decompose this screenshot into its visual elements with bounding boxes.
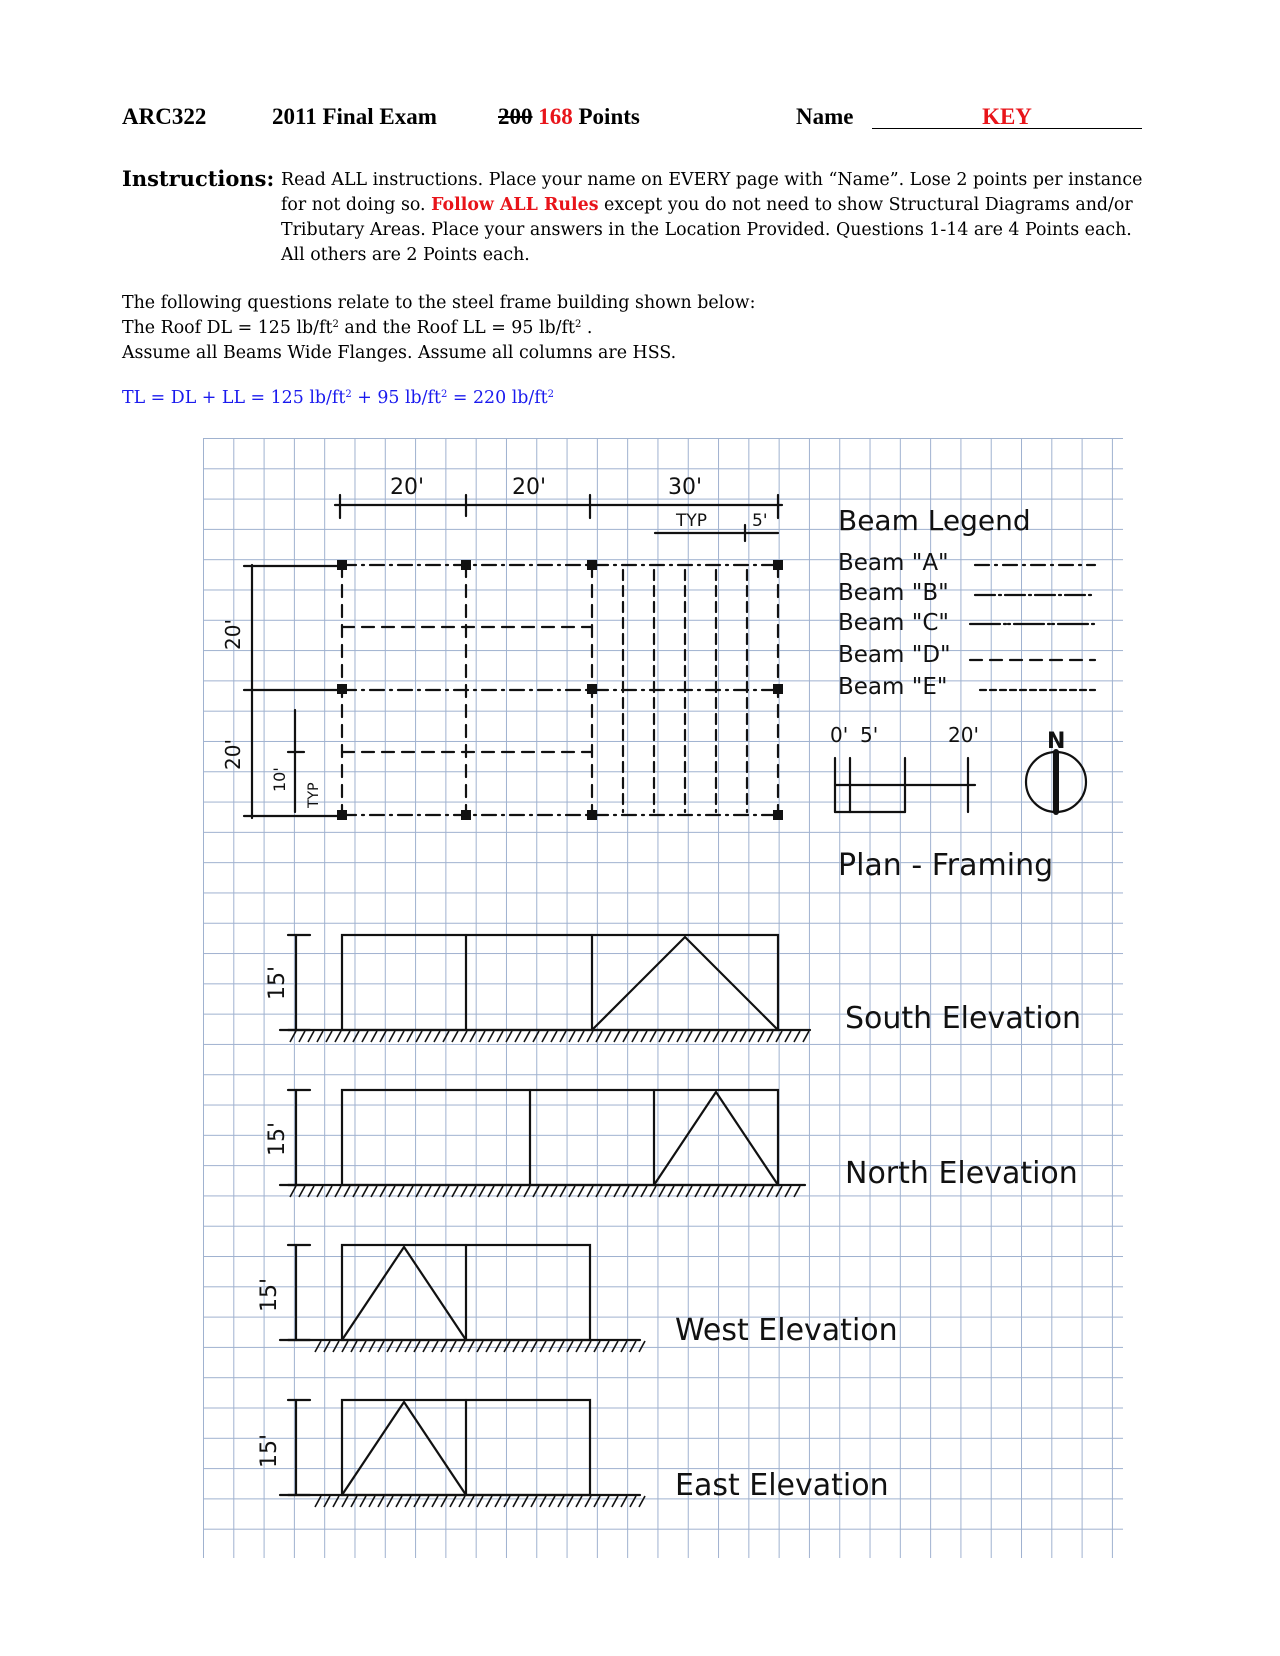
ground-hatch: [405, 1496, 411, 1507]
ground-hatch: [396, 1496, 402, 1507]
ground-hatch: [425, 1186, 431, 1197]
ground-hatch: [407, 1186, 413, 1197]
ground-hatch: [632, 1186, 638, 1197]
ground-hatch: [470, 1186, 476, 1197]
ground-hatch: [621, 1341, 627, 1352]
legend-beam-d: Beam "D": [838, 642, 951, 668]
ground-hatch: [369, 1496, 375, 1507]
ground-hatch: [344, 1031, 350, 1042]
dim-20-b: 20': [512, 475, 547, 500]
ground-hatch: [315, 1496, 321, 1507]
points-new: 168: [538, 104, 573, 129]
ground-hatch: [585, 1341, 591, 1352]
ground-hatch: [326, 1186, 332, 1197]
ground-hatch: [486, 1341, 492, 1352]
ground-hatch: [290, 1031, 296, 1042]
ground-hatch: [639, 1496, 645, 1507]
ground-hatch: [461, 1031, 467, 1042]
ground-hatch: [632, 1031, 638, 1042]
ground-hatch: [504, 1341, 510, 1352]
ground-hatch: [569, 1186, 575, 1197]
ground-hatch: [567, 1496, 573, 1507]
ground-hatch: [362, 1186, 368, 1197]
instructions-part-2: except you do not need to show Structural Diagrams and/or Tributary Areas. Place your answers in the Location Provided. Questions 1-14 are 4 Points each. All others are 2 Points each.: [281, 195, 1133, 265]
ground-hatch: [621, 1496, 627, 1507]
ground-hatch: [605, 1186, 611, 1197]
ground-hatch: [533, 1031, 539, 1042]
ground-hatch: [596, 1031, 602, 1042]
name-value: KEY: [982, 104, 1032, 129]
ground-hatch: [335, 1031, 341, 1042]
dim-10-typ: TYP: [306, 782, 322, 808]
instructions-part-1: Read ALL instructions. Place your name on EVERY page with “Name”. Lose 2 points per instance for not doing so.: [281, 170, 1143, 215]
ground-hatch: [794, 1186, 800, 1197]
ground-hatch: [468, 1496, 474, 1507]
ground-hatch: [686, 1031, 692, 1042]
course-code: ARC322: [122, 104, 207, 129]
ground-hatch: [722, 1186, 728, 1197]
ground-hatch: [405, 1341, 411, 1352]
ground-hatch: [371, 1186, 377, 1197]
ground-hatch: [416, 1031, 422, 1042]
ground-hatch: [414, 1341, 420, 1352]
ground-hatch: [758, 1031, 764, 1042]
east-height: 15': [257, 1433, 282, 1468]
ground-hatch: [551, 1031, 557, 1042]
ground-hatch: [668, 1186, 674, 1197]
ground-hatch: [576, 1496, 582, 1507]
ground-hatch: [441, 1341, 447, 1352]
ground-hatch: [335, 1186, 341, 1197]
ground-hatch: [558, 1496, 564, 1507]
points-struck: 200: [498, 104, 533, 129]
ground-hatch: [704, 1186, 710, 1197]
ground-hatch: [378, 1341, 384, 1352]
ground-hatch: [776, 1031, 782, 1042]
plan-title: Plan - Framing: [838, 848, 1054, 883]
ground-hatch: [308, 1031, 314, 1042]
ground-hatch: [612, 1496, 618, 1507]
east-elevation-title: East Elevation: [675, 1468, 889, 1503]
ground-hatch: [603, 1341, 609, 1352]
dim-left-20-a: 20': [221, 619, 245, 650]
ground-hatch: [695, 1186, 701, 1197]
ground-hatch: [641, 1186, 647, 1197]
ground-hatch: [531, 1341, 537, 1352]
dim-left-20-b: 20': [221, 739, 245, 770]
ground-hatch: [677, 1186, 683, 1197]
ground-hatch: [398, 1031, 404, 1042]
ground-hatch: [513, 1496, 519, 1507]
ground-hatch: [380, 1031, 386, 1042]
ground-hatch: [450, 1496, 456, 1507]
ground-hatch: [414, 1496, 420, 1507]
ground-hatch: [398, 1186, 404, 1197]
ground-hatch: [542, 1186, 548, 1197]
dim-20-a: 20': [390, 475, 425, 500]
ground-hatch: [603, 1496, 609, 1507]
ground-hatch: [468, 1341, 474, 1352]
ground-hatch: [614, 1031, 620, 1042]
ground-hatch: [333, 1496, 339, 1507]
ground-hatch: [650, 1186, 656, 1197]
west-elevation-title: West Elevation: [675, 1313, 898, 1348]
ground-hatch: [369, 1341, 375, 1352]
ground-hatch: [522, 1341, 528, 1352]
ground-hatch: [758, 1186, 764, 1197]
ground-hatch: [360, 1496, 366, 1507]
south-height: 15': [265, 965, 290, 1000]
ground-hatch: [315, 1341, 321, 1352]
ground-hatch: [596, 1186, 602, 1197]
legend-beam-a: Beam "A": [838, 550, 949, 576]
ground-hatch: [459, 1341, 465, 1352]
ground-hatch: [479, 1186, 485, 1197]
ground-hatch: [416, 1186, 422, 1197]
ground-hatch: [650, 1031, 656, 1042]
ground-hatch: [542, 1031, 548, 1042]
north-height: 15': [265, 1121, 290, 1156]
ground-hatch: [641, 1031, 647, 1042]
ground-hatch: [333, 1341, 339, 1352]
ground-hatch: [290, 1186, 296, 1197]
ground-hatch: [587, 1031, 593, 1042]
ground-hatch: [668, 1031, 674, 1042]
ground-hatch: [623, 1186, 629, 1197]
ground-hatch: [488, 1186, 494, 1197]
legend-beam-c: Beam "C": [838, 610, 949, 636]
ground-hatch: [353, 1186, 359, 1197]
legend-beam-b: Beam "B": [838, 580, 949, 606]
ground-hatch: [551, 1186, 557, 1197]
ground-hatch: [387, 1341, 393, 1352]
ground-hatch: [432, 1341, 438, 1352]
legend-title: Beam Legend: [838, 504, 1031, 537]
ground-hatch: [299, 1031, 305, 1042]
intro-line-1: The following questions relate to the steel frame building shown below:: [122, 293, 756, 313]
ground-hatch: [495, 1341, 501, 1352]
ground-hatch: [515, 1186, 521, 1197]
ground-hatch: [677, 1031, 683, 1042]
ground-hatch: [630, 1341, 636, 1352]
instructions-highlight: Follow ALL Rules: [431, 195, 599, 215]
ground-hatch: [594, 1496, 600, 1507]
ground-hatch: [767, 1031, 773, 1042]
ground-hatch: [344, 1186, 350, 1197]
ground-hatch: [776, 1186, 782, 1197]
ground-hatch: [371, 1031, 377, 1042]
ground-hatch: [342, 1496, 348, 1507]
ground-hatch: [560, 1031, 566, 1042]
scale-20: 20': [948, 723, 979, 747]
ground-hatch: [506, 1031, 512, 1042]
ground-hatch: [524, 1031, 530, 1042]
ground-hatch: [767, 1186, 773, 1197]
ground-hatch: [351, 1496, 357, 1507]
ground-hatch: [477, 1496, 483, 1507]
ground-hatch: [558, 1341, 564, 1352]
ground-hatch: [308, 1186, 314, 1197]
ground-hatch: [549, 1496, 555, 1507]
ground-hatch: [378, 1496, 384, 1507]
dim-30: 30': [668, 475, 703, 500]
ground-hatch: [623, 1031, 629, 1042]
ground-hatch: [513, 1341, 519, 1352]
ground-hatch: [477, 1341, 483, 1352]
ground-hatch: [785, 1186, 791, 1197]
legend-beam-e: Beam "E": [838, 674, 948, 700]
ground-hatch: [423, 1341, 429, 1352]
ground-hatch: [594, 1341, 600, 1352]
ground-hatch: [722, 1031, 728, 1042]
ground-hatch: [452, 1031, 458, 1042]
ground-hatch: [461, 1186, 467, 1197]
ground-hatch: [567, 1341, 573, 1352]
scale-5: 5': [860, 723, 879, 747]
ground-hatch: [389, 1186, 395, 1197]
ground-hatch: [749, 1031, 755, 1042]
ground-hatch: [299, 1186, 305, 1197]
ground-hatch: [578, 1186, 584, 1197]
ground-hatch: [686, 1186, 692, 1197]
ground-hatch: [317, 1031, 323, 1042]
ground-hatch: [540, 1341, 546, 1352]
west-height: 15': [257, 1277, 282, 1312]
ground-hatch: [614, 1186, 620, 1197]
ground-hatch: [425, 1031, 431, 1042]
ground-hatch: [407, 1031, 413, 1042]
ground-hatch: [470, 1031, 476, 1042]
ground-hatch: [605, 1031, 611, 1042]
ground-hatch: [569, 1031, 575, 1042]
ground-hatch: [450, 1341, 456, 1352]
ground-hatch: [434, 1186, 440, 1197]
ground-hatch: [324, 1341, 330, 1352]
north-elevation-title: North Elevation: [845, 1156, 1078, 1191]
ground-hatch: [443, 1031, 449, 1042]
ground-hatch: [731, 1186, 737, 1197]
ground-hatch: [387, 1496, 393, 1507]
exam-title: 2011 Final Exam: [272, 104, 437, 129]
ground-hatch: [452, 1186, 458, 1197]
ground-hatch: [713, 1031, 719, 1042]
north-label: N: [1047, 729, 1066, 754]
dim-10: 10': [270, 767, 289, 792]
ground-hatch: [587, 1186, 593, 1197]
ground-hatch: [659, 1031, 665, 1042]
ground-hatch: [504, 1496, 510, 1507]
ground-hatch: [524, 1186, 530, 1197]
points-label: Points: [578, 104, 640, 129]
ground-hatch: [432, 1496, 438, 1507]
dim-5: 5': [752, 511, 768, 531]
ground-hatch: [740, 1031, 746, 1042]
ground-hatch: [540, 1496, 546, 1507]
ground-hatch: [695, 1031, 701, 1042]
ground-hatch: [785, 1031, 791, 1042]
ground-hatch: [506, 1186, 512, 1197]
ground-hatch: [479, 1031, 485, 1042]
ground-hatch: [351, 1341, 357, 1352]
name-label: Name: [796, 104, 854, 129]
ground-hatch: [576, 1341, 582, 1352]
ground-hatch: [639, 1341, 645, 1352]
ground-hatch: [585, 1496, 591, 1507]
ground-hatch: [423, 1496, 429, 1507]
ground-hatch: [317, 1186, 323, 1197]
ground-hatch: [549, 1341, 555, 1352]
intro-line-3: Assume all Beams Wide Flanges. Assume all columns are HSS.: [122, 343, 677, 363]
ground-hatch: [515, 1031, 521, 1042]
ground-hatch: [522, 1496, 528, 1507]
ground-hatch: [630, 1496, 636, 1507]
ground-hatch: [803, 1031, 809, 1042]
ground-hatch: [326, 1031, 332, 1042]
ground-hatch: [443, 1186, 449, 1197]
ground-hatch: [704, 1031, 710, 1042]
total-load-answer: TL = DL + LL = 125 $lb/ft^2 + 95$ $lb/ft^2 = 220$ $lb/ft^2$: [122, 388, 555, 408]
scale-0: 0': [830, 723, 849, 747]
ground-hatch: [360, 1341, 366, 1352]
ground-hatch: [497, 1031, 503, 1042]
ground-hatch: [342, 1341, 348, 1352]
ground-hatch: [324, 1496, 330, 1507]
ground-hatch: [389, 1031, 395, 1042]
ground-hatch: [486, 1496, 492, 1507]
ground-hatch: [497, 1186, 503, 1197]
instructions-label: Instructions:: [122, 166, 275, 191]
ground-hatch: [495, 1496, 501, 1507]
ground-hatch: [612, 1341, 618, 1352]
south-elevation-title: South Elevation: [845, 1001, 1082, 1036]
ground-hatch: [740, 1186, 746, 1197]
ground-hatch: [749, 1186, 755, 1197]
ground-hatch: [380, 1186, 386, 1197]
ground-hatch: [488, 1031, 494, 1042]
ground-hatch: [659, 1186, 665, 1197]
ground-hatch: [731, 1031, 737, 1042]
ground-hatch: [353, 1031, 359, 1042]
ground-hatch: [531, 1496, 537, 1507]
ground-hatch: [441, 1496, 447, 1507]
ground-hatch: [396, 1341, 402, 1352]
ground-hatch: [578, 1031, 584, 1042]
ground-hatch: [794, 1031, 800, 1042]
typ-label: TYP: [676, 511, 708, 531]
ground-hatch: [459, 1496, 465, 1507]
ground-hatch: [533, 1186, 539, 1197]
ground-hatch: [362, 1031, 368, 1042]
ground-hatch: [434, 1031, 440, 1042]
ground-hatch: [713, 1186, 719, 1197]
ground-hatch: [560, 1186, 566, 1197]
intro-line-2: The Roof DL = 125 $lb/ft^2$ and the Roof LL = 95 $lb/ft^2$ .: [122, 318, 593, 338]
